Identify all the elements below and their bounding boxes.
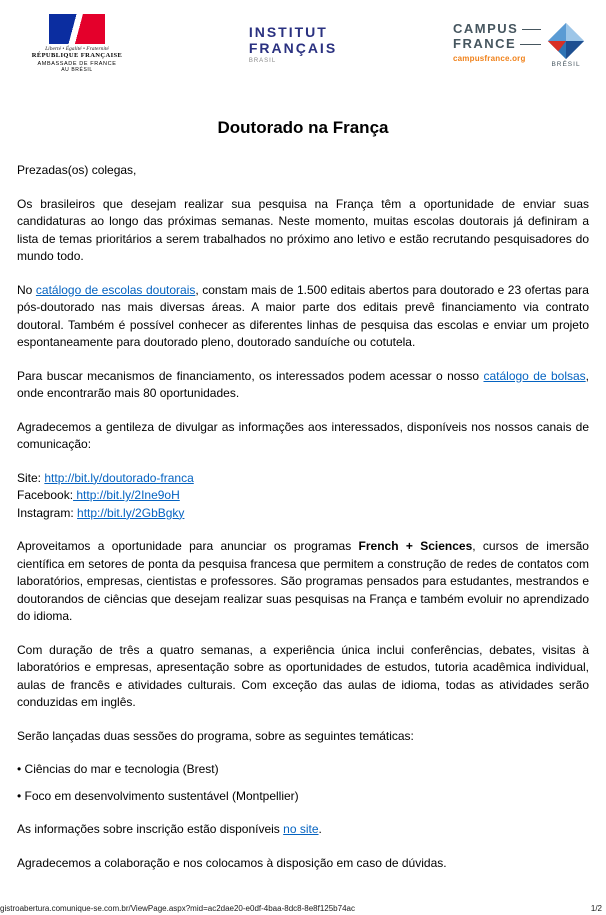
paragraph-sessoes: Serão lançadas duas sessões do programa, sobre as seguintes temáticas: (17, 728, 414, 743)
paragraph-divulgacao: Agradecemos a gentileza de divulgar as informações aos interessados, disponíveis nos nossos canais de comunicação: (17, 419, 589, 452)
paragraph-financiamento (17, 368, 589, 403)
french-sciences-program-name: French + Sciences (358, 539, 473, 554)
facebook-link[interactable]: http://bit.ly/2Ine9oH (73, 488, 180, 503)
paragraph-intro: Os brasileiros que desejam realizar sua pesquisa na França têm a oportunidade de enviar suas candidaturas ao longo das próximas semanas. Neste momento, muitas escolas doutorais já definiram a lista de temas prioritários a serem trabalhados no próximo ano letivo e estão recrutando pesquisadores do mundo todo. (17, 196, 589, 264)
campus-rule-line (522, 29, 541, 30)
text-segment: Para buscar mecanismos de financiamento, os interessados podem acessar o nosso (17, 368, 484, 383)
text-segment: , onde encontrarão mais 80 oportunidades. (17, 368, 590, 401)
catalogo-de-bolsas-link[interactable]: catálogo de bolsas (483, 368, 586, 383)
paragraph-inscricao (17, 821, 589, 839)
institut-country-label: BRASIL (248, 58, 277, 65)
institut-francais-logo (249, 24, 337, 64)
no-site-link[interactable]: no site (283, 822, 319, 837)
site-link[interactable]: http://bit.ly/doutorado-franca (44, 470, 194, 485)
francais-word: FRANÇAIS (248, 40, 338, 57)
campus-france-mark (547, 22, 585, 68)
paragraph-catalogo-escolas (17, 282, 589, 352)
campus-word: CAMPUS (453, 21, 519, 36)
catalogo-escolas-doutorais-link[interactable]: catálogo de escolas doutorais (35, 282, 196, 297)
site-label: Site: (17, 470, 45, 485)
france-word: FRANCE (453, 35, 517, 51)
bullet-list (17, 761, 589, 805)
instagram-link[interactable]: http://bit.ly/2GbBgky (77, 505, 185, 520)
text-segment: No (17, 282, 36, 297)
list-item: • Ciências do mar e tecnologia (Brest) (17, 762, 219, 777)
campus-france-wordmark (453, 22, 541, 63)
campusfrance-org-label: campusfrance.org (453, 53, 526, 63)
text-segment: Aproveitamos a oportunidade para anunciar os programas (17, 539, 359, 554)
instagram-label: Instagram: (17, 505, 78, 520)
footer-url: gistroabertura.comunique-se.com.br/ViewPage.aspx?mid=ac2dae20-e0df-4baa-8dc8-8e8f125b74ac (0, 904, 355, 913)
campus-country-label: BRÉSIL (551, 61, 581, 68)
page-title: Doutorado na França (217, 118, 389, 137)
republique-francaise-label: RÉPUBLIQUE FRANÇAISE (31, 52, 123, 59)
embassy-motto: Liberté • Égalité • Fraternité (45, 46, 109, 52)
channel-site (17, 470, 589, 488)
channel-instagram (17, 505, 589, 523)
text-segment: . (318, 822, 322, 837)
channels-list (17, 470, 589, 523)
list-item: • Foco em desenvolvimento sustentável (Montpellier) (17, 788, 299, 803)
embassy-country: AU BRÉSIL (61, 67, 93, 73)
print-footer (0, 904, 606, 913)
footer-page-number: 1/2 (590, 904, 602, 913)
institut-word: INSTITUT (248, 24, 328, 40)
text-segment: , constam mais de 1.500 editais abertos para doutorado e 23 ofertas para pós-doutorado nas mais diversas áreas. A maior parte dos editais prevê financiamento via contrato doutoral. Também é possível conhecer as diferentes linhas de pesquisa das escolas e enviar um projeto espontaneamente para doutorado pleno, doutorado sanduíche ou cotutela. (17, 282, 589, 350)
document-body (17, 162, 589, 872)
campus-rule-line (520, 44, 541, 45)
text-segment: As informações sobre inscrição estão disponíveis (17, 822, 284, 837)
campus-france-logo (453, 22, 585, 68)
paragraph-duracao: Com duração de três a quatro semanas, a experiência única inclui conferências, debates, visitas à laboratórios e empresas, apresentação sobre as oportunidades de estudos, tutoria acadêmica individual, aulas de francês e atividades culturais. Com exceção das aulas de idioma, todas as atividades serão conduzidas em inglês. (17, 642, 589, 710)
salutation: Prezadas(os) colegas, (17, 163, 137, 177)
embassy-name: AMBASSADE DE FRANCE (37, 61, 117, 67)
facebook-label: Facebook: (17, 488, 74, 503)
text-segment: , cursos de imersão científica em setores de ponta da pesquisa francesa que permitem a construção de redes de contatos com laboratórios, empresas, cientistas e professores. São programas pensados para estudantes, mestrandos e doutorandos de ciências que desejam realizar suas pesquisas na França e também evoluir no aprendizado do idioma. (17, 539, 589, 624)
campus-france-diamond-icon (547, 22, 585, 60)
header-logos (17, 14, 589, 86)
embassy-of-france-logo (21, 14, 133, 73)
channel-facebook (17, 487, 589, 505)
france-flag-icon (49, 14, 105, 44)
paragraph-french-sciences (17, 538, 589, 626)
paragraph-agradecimento: Agradecemos a colaboração e nos colocamos à disposição em caso de dúvidas. (17, 855, 447, 870)
